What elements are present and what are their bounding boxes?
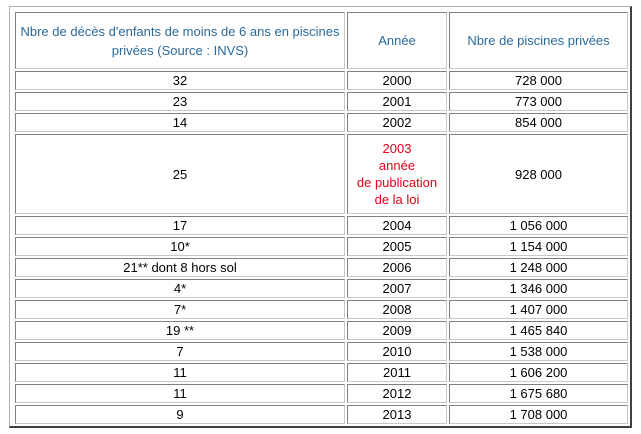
cell-deaths: 7* [15,300,345,319]
table-row [15,363,628,382]
header-pools: Nbre de piscines privées [449,12,628,69]
year-line: de la loi [374,192,420,207]
cell-deaths: 11 [15,384,345,403]
cell-pools: 1 708 000 [449,405,628,424]
cell-deaths: 10* [15,237,345,256]
table-row [15,321,628,340]
cell-deaths: 14 [15,113,345,132]
table-row [15,300,628,319]
cell-year: 2011 [347,363,447,382]
cell-deaths: 17 [15,216,345,235]
cell-year: 2008 [347,300,447,319]
cell-year: 2013 [347,405,447,424]
cell-deaths: 21** dont 8 hors sol [15,258,345,277]
table-row [15,342,628,361]
cell-deaths: 4* [15,279,345,298]
table-row [15,258,628,277]
table-row-law-year [15,134,628,214]
cell-pools: 773 000 [449,92,628,111]
table-frame [9,6,632,428]
cell-deaths: 32 [15,71,345,90]
cell-pools: 928 000 [449,134,628,214]
cell-pools: 728 000 [449,71,628,90]
cell-year: 2004 [347,216,447,235]
table-row [15,92,628,111]
cell-year: 2007 [347,279,447,298]
table-row [15,237,628,256]
table-row [15,405,628,424]
table-row [15,113,628,132]
cell-year: 2010 [347,342,447,361]
cell-year-law-publication [347,134,447,214]
cell-pools: 1 407 000 [449,300,628,319]
cell-pools: 1 465 840 [449,321,628,340]
cell-pools: 854 000 [449,113,628,132]
cell-pools: 1 248 000 [449,258,628,277]
cell-year: 2012 [347,384,447,403]
cell-deaths: 25 [15,134,345,214]
header-deaths: Nbre de décès d'enfants de moins de 6 ans en piscines privées (Source : INVS) [15,12,345,69]
cell-year: 2002 [347,113,447,132]
cell-pools: 1 056 000 [449,216,628,235]
cell-deaths: 7 [15,342,345,361]
cell-year: 2005 [347,237,447,256]
table-row [15,384,628,403]
year-line: année [378,158,416,173]
table-row [15,279,628,298]
cell-deaths: 23 [15,92,345,111]
cell-pools: 1 675 680 [449,384,628,403]
table-row [15,216,628,235]
cell-deaths: 9 [15,405,345,424]
cell-pools: 1 346 000 [449,279,628,298]
year-line: 2003 [382,141,412,156]
cell-deaths: 11 [15,363,345,382]
cell-pools: 1 154 000 [449,237,628,256]
cell-deaths: 19 ** [15,321,345,340]
header-year: Année [347,12,447,69]
cell-pools: 1 606 200 [449,363,628,382]
cell-year: 2009 [347,321,447,340]
drowning-statistics-table [13,10,630,426]
cell-year: 2001 [347,92,447,111]
year-line: de publication [356,175,438,190]
table-row [15,71,628,90]
cell-year: 2000 [347,71,447,90]
table-header-row [15,12,628,69]
cell-pools: 1 538 000 [449,342,628,361]
cell-year: 2006 [347,258,447,277]
